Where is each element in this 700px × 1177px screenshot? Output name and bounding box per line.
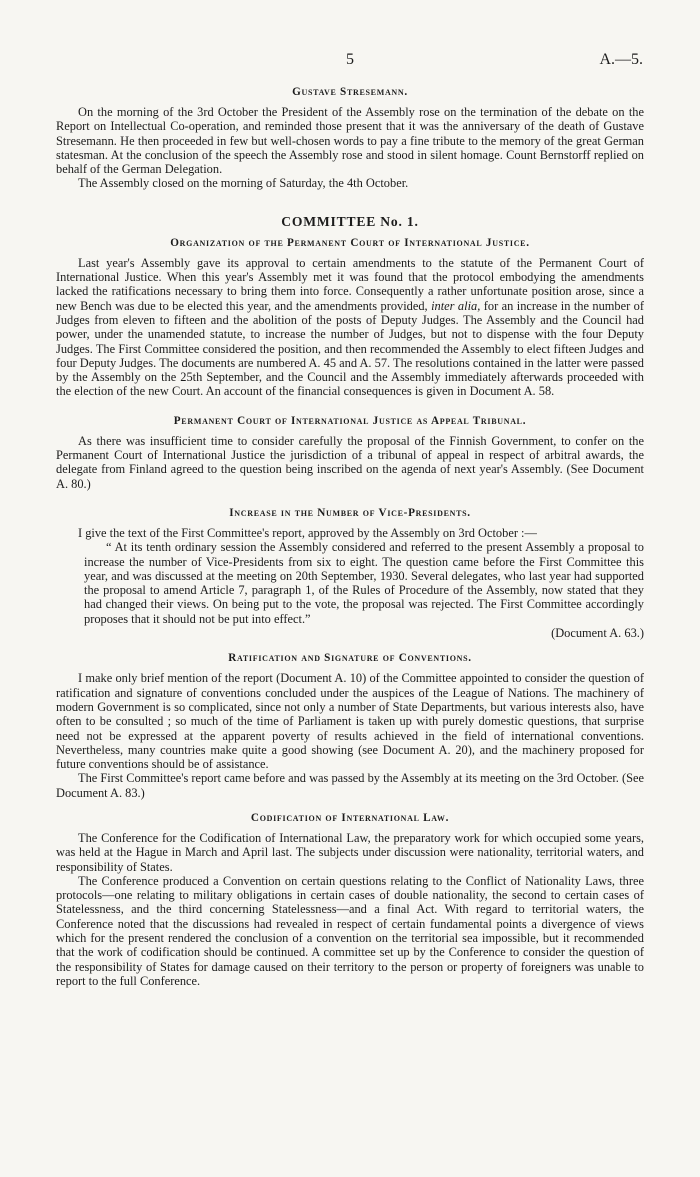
page-number: 5 <box>346 51 354 68</box>
organization-paragraph <box>56 256 644 399</box>
vice-presidents-quote: “ At its tenth ordinary session the Assembly considered and referred to the present Assembly a proposal to increase the number of Vice-Presidents from six to eight. The question came before the First Committee this year, and was discussed at the meeting on 20th September, 1930. Several delegates, who last year had supported the proposal to amend Article 7, paragraph 1, of the Rules of Procedure of the Assembly, now stated that they had changed their views. On being put to the vote, the proposal was rejected. The First Committee accordingly proposes that it should not be put into effect.” <box>84 540 644 626</box>
codification-heading: Codification of International Law. <box>250 811 450 824</box>
vice-presidents-intro: I give the text of the First Committee's report, approved by the Assembly on 3rd October :— <box>78 525 537 540</box>
organization-text-after: for an increase in the number of Judges from eleven to fifteen and the abolition of the posts of Deputy Judges. The Assembly and the Council had power, under the unamended statute, to increase the number of Judges, but not to dispense with the four Deputy Judges. The First Committee considered the position, and then recommended the Assembly to elect fifteen Judges and four Deputy Judges. The documents are numbered A. 45 and A. 57. The resolutions contained in the latter were passed by the Assembly on the 25th September, and the Council and the Assembly immediately afterwards proceeded with the election of the new Court. An account of the financial consequences is given in Document A. 58. <box>56 298 645 399</box>
appeal-paragraph: As there was insufficient time to consider carefully the proposal of the Finnish Government, to confer on the Permanent Court of International Justice the jurisdiction of a tribunal of appeal in respect of arbitral awards, the delegate from Finland agreed to the question being inscribed on the agenda of next year's Assembly. (See Document A. 80.) <box>56 433 644 491</box>
codification-paragraph-1: The Conference for the Codification of International Law, the preparatory work for which occupied some years, was held at the Hague in March and April last. The subjects under discussion were nationality, territorial waters, and responsibility of States. <box>56 830 644 874</box>
organization-text-before: Last year's Assembly gave its approval to certain amendments to the statute of the Permanent Court of International Justice. When this year's Assembly met it was found that the protocol embodying the amendments lacked the ratifications necessary to bring them into force. Consequently a rather unfortunate position arose, since a new Bench was due to be elected this year, and the amendments provided, <box>56 255 644 313</box>
committee-title: COMMITTEE No. 1. <box>281 213 419 229</box>
stresemann-paragraph-2: The Assembly closed on the morning of Saturday, the 4th October. <box>78 176 409 191</box>
organization-heading: Organization of the Permanent Court of International Justice. <box>170 236 530 249</box>
appeal-heading: Permanent Court of International Justice as Appeal Tribunal. <box>173 414 527 427</box>
ratification-heading: Ratification and Signature of Conventions. <box>228 652 472 665</box>
ratification-paragraph-2: The First Committee's report came before and was passed by the Assembly at its meeting on the 3rd October. (See Document A. 83.) <box>56 771 644 800</box>
stresemann-paragraph-1: On the morning of the 3rd October the President of the Assembly rose on the termination of the debate on the Report on Intellectual Co-operation, and reminded those present that it was the anniversary of the death of Gustave Stresemann. He then proceeded in few but well-chosen words to pay a fine tribute to the memory of the great German statesman. At the conclusion of the speech the Assembly rose and stood in silent homage. Count Bernstorff replied on behalf of the German Delegation. <box>56 105 644 177</box>
vice-presidents-heading: Increase in the Number of Vice-Presidents. <box>229 506 471 519</box>
stresemann-heading: Gustave Stresemann. <box>292 86 408 98</box>
organization-italic-phrase: inter alia, <box>431 298 481 313</box>
codification-paragraph-2: The Conference produced a Convention on certain questions relating to the Conflict of Nationality Laws, three protocols—one relating to military obligations in certain cases of double nationality, the second to certain cases of Statelessness, and the third concerning Statelessness—and a final Act. With regard to territorial waters, the Conference noted that the discussions had revealed in respect of certain fundamental points a divergence of views which for the present rendered the conclusion of a convention on the territorial sea impossible, but it recommended that the work of codification should be continued. A committee set up by the Conference to consider the question of the responsibility of States for damage caused on their territory to the person or property of foreigners was unable to report to the full Conference. <box>56 873 644 988</box>
document-reference: A.—5. <box>599 51 643 68</box>
ratification-paragraph-1: I make only brief mention of the report (Document A. 10) of the Committee appointed to consider the question of ratification and signature of conventions concluded under the auspices of the League of Nations. The machinery of modern Government is so complicated, since not only a number of State Departments, but various interests also, have often to be consulted ; so much of the time of Parliament is taken up with purely domestic questions, that surprise need not be expressed at the apparent poverty of results achieved in the field of international conventions. Nevertheless, many countries make quite a good showing (see Document A. 20), and the machinery proposed for future conventions should be of assistance. <box>56 671 644 772</box>
vice-presidents-doc-ref: (Document A. 63.) <box>551 626 644 641</box>
